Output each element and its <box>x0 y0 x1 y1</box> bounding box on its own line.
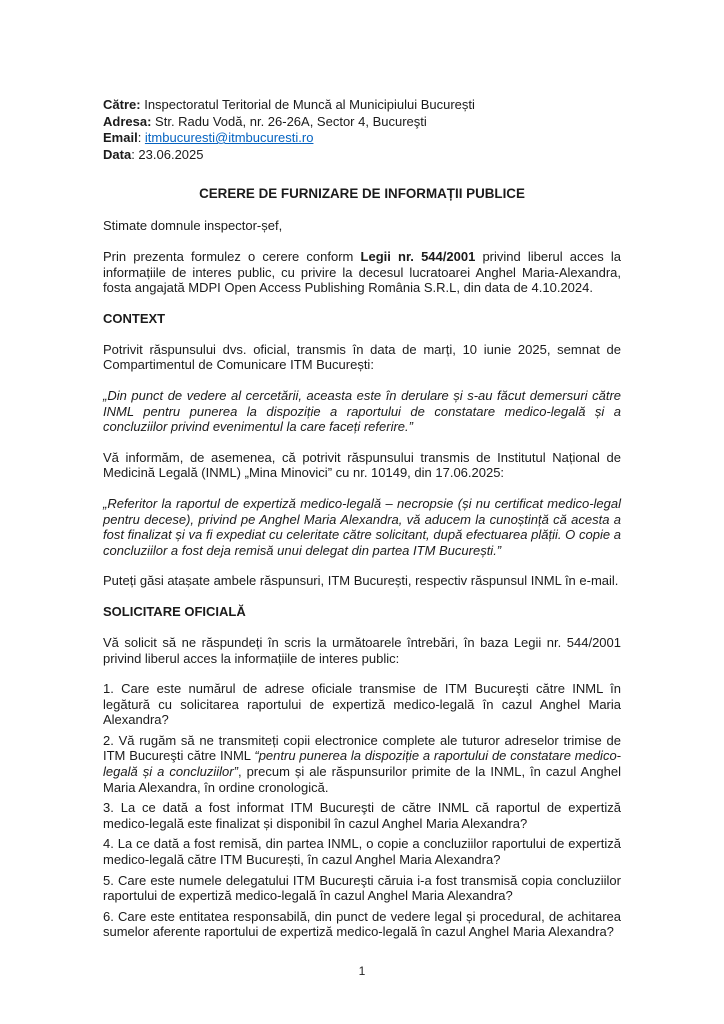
context-paragraph-1: Potrivit răspunsului dvs. oficial, transmis în data de marți, 10 iunie 2025, semnat de Compartimentul de Comunicare ITM București: <box>103 341 621 373</box>
itm-quote: „Din punct de vedere al cercetării, aceasta este în derulare și s-au făcut demersuri către INML pentru punerea la dispoziție a raportului de constatare medico-legală și a concluziilor privind evenimentul la care faceți referire.” <box>103 387 621 435</box>
address-label: Adresa: <box>103 113 152 129</box>
recipient-block <box>103 97 621 163</box>
to-label: Către: <box>103 97 141 112</box>
question-quoted-text: “pentru punerea la dispoziție a raportului de constatare medico-legală și a concluziilor” <box>103 748 622 780</box>
email-separator: : <box>137 130 145 145</box>
recipient-to-line <box>103 97 621 114</box>
date-label: Data <box>103 146 132 162</box>
date-line <box>103 147 621 164</box>
document-title: CERERE DE FURNIZARE DE INFORMAȚII PUBLICE <box>199 186 525 201</box>
question-item-3 <box>103 800 621 831</box>
question-text: Vă rugăm să ne transmiteți copii electronice complete ale tuturor adreselor trimise de ITM Bucureşti către INML <box>103 732 621 764</box>
question-number: 2. <box>103 732 114 748</box>
question-number: 1. <box>103 681 114 697</box>
question-text: Care este entitatea responsabilă, din punct de vedere legal și procedural, de achitarea sumelor aferente raportului de expertiză medico-legală în cazul Anghel Maria Alexandra? <box>103 908 621 940</box>
page-number: 1 <box>358 964 366 978</box>
intro-paragraph <box>103 249 621 296</box>
date-separator: : <box>131 146 139 162</box>
law-reference: Legii nr. 544/2001 <box>360 249 476 264</box>
intro-text-2: privind liberul acces la informațiile de interes public, cu privire la decesul lucratoarei Anghel Maria-Alexandra, fosta angajată MDPI Open Access Publishing România S.R.L, din data de 4.10.2024. <box>103 249 621 296</box>
official-request-heading: SOLICITARE OFICIALĂ <box>103 603 246 619</box>
salutation: Stimate domnule inspector-șef, <box>103 218 283 233</box>
question-item-2 <box>103 733 621 795</box>
address-value: Str. Radu Vodă, nr. 26-26A, Sector 4, Bucureşti <box>155 113 427 129</box>
question-number: 5. <box>103 872 114 888</box>
question-item-1 <box>103 681 621 728</box>
to-value: Inspectoratul Teritorial de Muncă al Municipiului București <box>144 97 475 112</box>
question-item-5 <box>103 873 621 904</box>
question-text: La ce dată a fost informat ITM Bucureşti de către INML că raportul de expertiză medico-legală este finalizat și disponibil în cazul Anghel Maria Alexandra? <box>103 800 621 831</box>
recipient-address-line <box>103 114 621 131</box>
inml-quote: „Referitor la raportul de expertiză medico-legală – necropsie (și nu certificat medico-legal pentru decese), privind pe Anghel Maria Alexandra, vă aducem la cunoștință că acesta a fost finalizat și va fi expediat cu celeritate către solicitant, după efectuarea plății. O copie a concluziilor a fost deja remisă unui delegat din partea ITM București.” <box>103 495 621 558</box>
questions-list <box>103 681 621 940</box>
question-number: 3. <box>103 800 114 816</box>
question-text: , precum și ale răspunsurilor primite de la INML, în cazul Anghel Maria Alexandra, în ordine cronologică. <box>103 764 622 795</box>
recipient-email-line <box>103 130 621 147</box>
email-link[interactable]: itmbucuresti@itmbucuresti.ro <box>144 130 314 145</box>
request-intro: Vă solicit să ne răspundeți în scris la următoarele întrebări, în baza Legii nr. 544/2001 privind liberul acces la informațiile de interes public: <box>103 634 621 666</box>
question-item-6 <box>103 909 621 940</box>
question-text: Care este numele delegatului ITM Bucureşti căruia i-a fost transmisă copia concluziilor raportului de expertiză medico-legală în cazul Anghel Maria Alexandra? <box>103 872 621 904</box>
date-value: 23.06.2025 <box>138 146 204 162</box>
intro-text-1: Prin prezenta formulez o cerere conform <box>103 249 361 264</box>
context-heading: CONTEXT <box>103 310 166 326</box>
question-text: La ce dată a fost remisă, din partea INML, o copie a concluziilor raportului de expertiză medico-legală către ITM București, în cazul Anghel Maria Alexandra? <box>103 836 621 868</box>
question-number: 6. <box>103 908 114 924</box>
question-item-4 <box>103 836 621 867</box>
question-text: Care este numărul de adrese oficiale transmise de ITM Bucureşti către INML în legătură cu solicitarea raportului de expertiză medico-legală în cazul Anghel Maria Alexandra? <box>103 681 621 728</box>
email-label: Email <box>103 130 138 145</box>
question-number: 4. <box>103 836 114 852</box>
attachments-note: Puteți găsi atașate ambele răspunsuri, ITM București, respectiv răspunsul INML în e-mail. <box>103 573 619 589</box>
context-paragraph-2: Vă informăm, de asemenea, că potrivit răspunsului transmis de Institutul Național de Medicină Legală (INML) „Mina Minovici” cu nr. 10149, din 17.06.2025: <box>103 449 621 481</box>
